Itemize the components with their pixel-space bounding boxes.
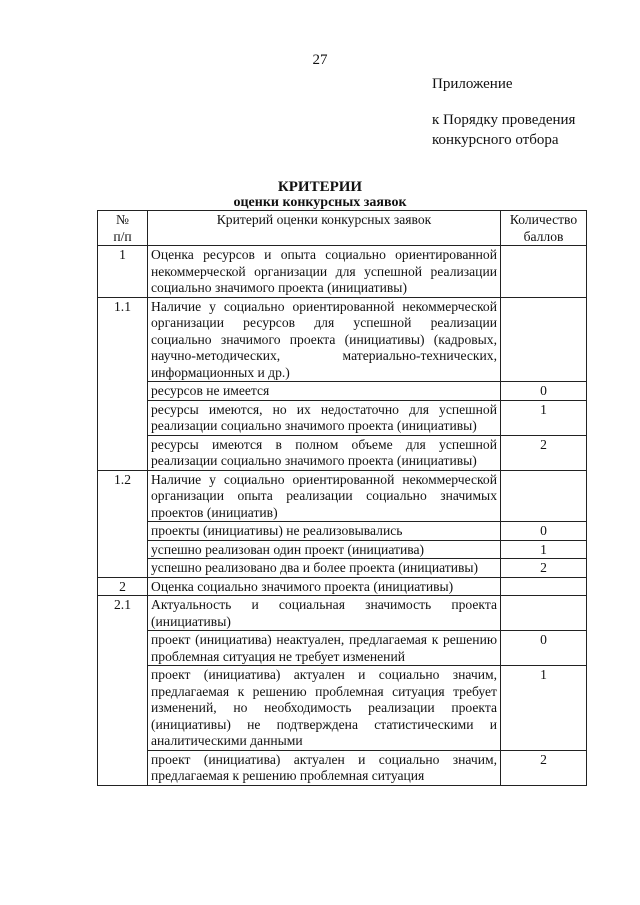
- row-criterion: проект (инициатива) актуален и социально значим, предлагаемая к решению проблемная ситуация: [148, 750, 501, 785]
- row-number: 1.2: [98, 470, 148, 577]
- table-row: [98, 522, 587, 541]
- row-criterion: ресурсы имеются, но их недостаточно для успешной реализации социально значимого проекта (инициативы): [148, 400, 501, 435]
- row-score: 2: [501, 750, 587, 785]
- document-title: КРИТЕРИИ: [277, 179, 363, 195]
- row-criterion: Актуальность и социальная значимость проекта (инициативы): [148, 596, 501, 631]
- table-row: [98, 400, 587, 435]
- row-score: 2: [501, 559, 587, 578]
- row-criterion: успешно реализовано два и более проекта (инициативы): [148, 559, 501, 578]
- appendix-line-2: конкурсного отбора: [432, 132, 559, 148]
- criteria-table: [97, 210, 587, 786]
- table-row: [98, 596, 587, 631]
- row-score: 0: [501, 382, 587, 401]
- table-header-row: [98, 211, 587, 246]
- row-score: 1: [501, 666, 587, 751]
- row-score: [501, 596, 587, 631]
- appendix-reference: [432, 110, 575, 150]
- row-criterion: ресурсов не имеется: [148, 382, 501, 401]
- header-number-line-2: п/п: [113, 228, 132, 244]
- table-row: [98, 540, 587, 559]
- row-score: 2: [501, 435, 587, 470]
- row-number: 2: [98, 577, 148, 596]
- page-number: 27: [312, 52, 328, 68]
- row-criterion: Оценка социально значимого проекта (инициативы): [148, 577, 501, 596]
- row-criterion: проект (инициатива) актуален и социально значим, предлагаемая к решению проблемная ситуация требует изменений, но необходимость реализации проекта (инициативы) не подтверждена статистическими и аналитическими данными: [148, 666, 501, 751]
- document-subtitle: оценки конкурсных заявок: [233, 195, 407, 210]
- header-score: [501, 211, 587, 246]
- table-row: [98, 382, 587, 401]
- row-criterion: ресурсы имеются в полном объеме для успешной реализации социально значимого проекта (инициативы): [148, 435, 501, 470]
- table-row: [98, 246, 587, 298]
- table-row: [98, 297, 587, 382]
- row-number: 2.1: [98, 596, 148, 786]
- appendix-line-1: к Порядку проведения: [432, 112, 576, 128]
- row-number: 1: [98, 246, 148, 298]
- header-score-line-1: Количество: [509, 212, 578, 227]
- table-row: [98, 577, 587, 596]
- row-score: 0: [501, 522, 587, 541]
- table-row: [98, 631, 587, 666]
- row-score: 1: [501, 400, 587, 435]
- table-row: [98, 559, 587, 578]
- row-criterion: проекты (инициативы) не реализовывались: [148, 522, 501, 541]
- header-number: [98, 211, 148, 246]
- header-score-line-2: баллов: [523, 228, 564, 244]
- table-row: [98, 666, 587, 751]
- table-row: [98, 435, 587, 470]
- table-row: [98, 470, 587, 522]
- row-score: [501, 577, 587, 596]
- row-criterion: Наличие у социально ориентированной некоммерческой организации ресурсов для успешной реализации социально значимого проекта (инициативы) (кадровых, научно-методических, материально-технических, информационных и др.): [148, 297, 501, 382]
- row-criterion: Оценка ресурсов и опыта социально ориентированной некоммерческой организации для успешной реализации социально значимого проекта (инициативы): [148, 246, 501, 298]
- row-criterion: Наличие у социально ориентированной некоммерческой организации опыта реализации социально значимых проектов (инициатив): [148, 470, 501, 522]
- header-criterion: Критерий оценки конкурсных заявок: [148, 211, 501, 246]
- row-number: 1.1: [98, 297, 148, 470]
- row-criterion: проект (инициатива) неактуален, предлагаемая к решению проблемная ситуация не требует изменений: [148, 631, 501, 666]
- table-row: [98, 750, 587, 785]
- row-criterion: успешно реализован один проект (инициатива): [148, 540, 501, 559]
- row-score: 0: [501, 631, 587, 666]
- row-score: [501, 297, 587, 382]
- row-score: [501, 470, 587, 522]
- row-score: 1: [501, 540, 587, 559]
- appendix-title: Приложение: [432, 76, 513, 92]
- header-number-line-1: №: [116, 212, 129, 227]
- row-score: [501, 246, 587, 298]
